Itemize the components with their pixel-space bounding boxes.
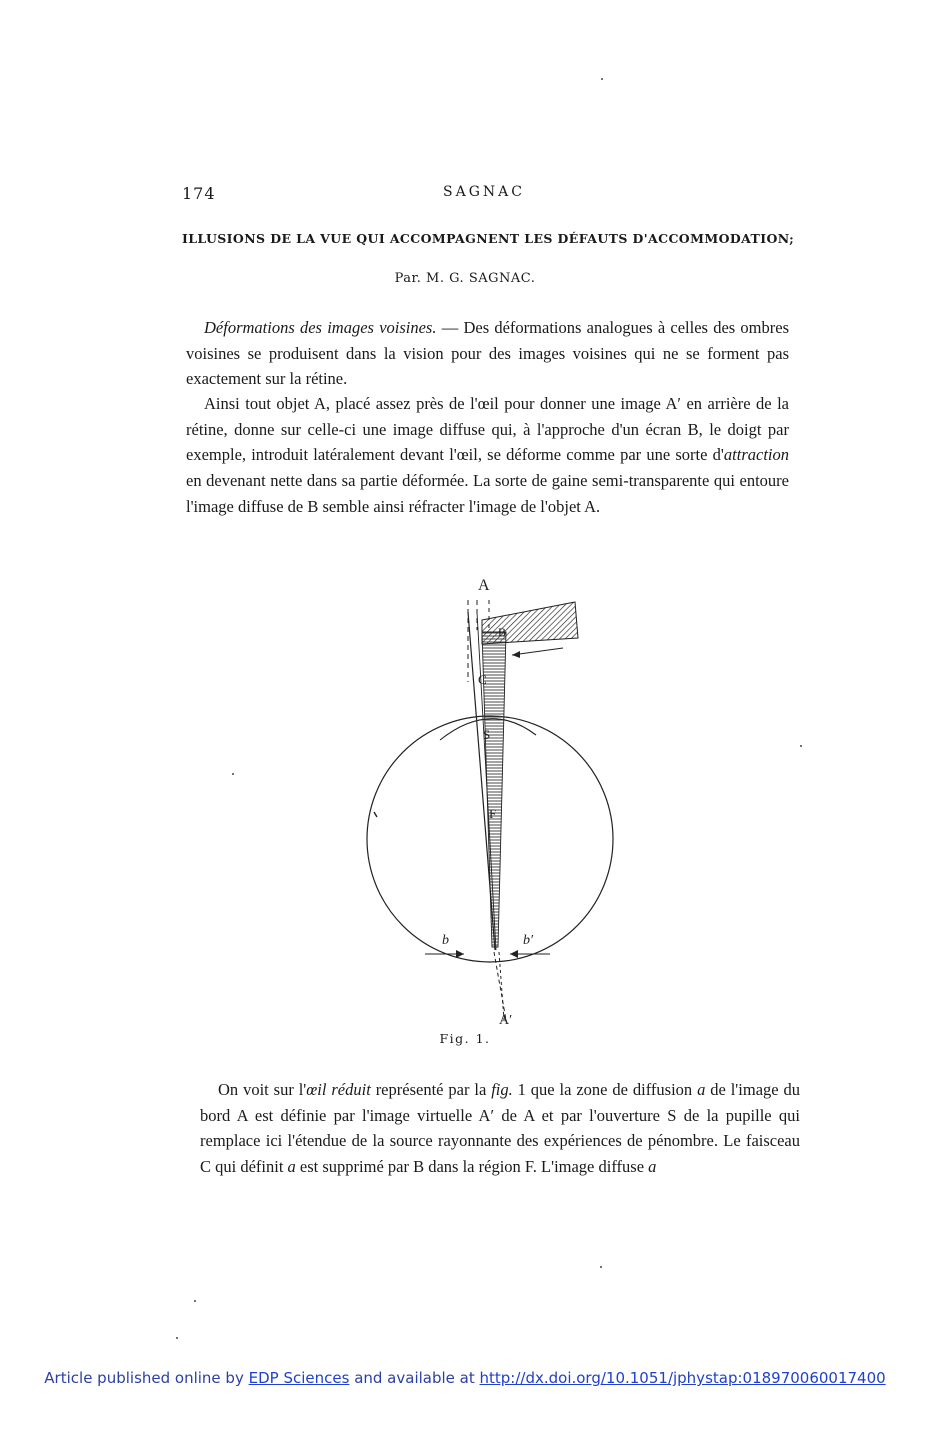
publication-footer [0,1369,930,1387]
paragraph-3-text-b: représenté par la [370,1080,492,1099]
doi-link[interactable]: http://dx.doi.org/10.1051/jphystap:018970060017400 [479,1369,886,1387]
arrow-left-head [456,950,464,958]
symbol-a-italic-2: a [287,1157,296,1177]
paragraph-3-text-d: de l'image du bord A est définie par l'image virtuelle A′ de A et par l'ouverture S de la pupille qui remplace ici l'étendue de la source rayonnante des expériences de pénombre. Le faisceau C qui définit [200,1080,800,1177]
scan-speck [800,745,802,747]
paragraph-2 [186,391,789,520]
label-a-prime: A′ [499,1013,513,1028]
attraction-italic: attraction [723,445,789,465]
scan-speck [176,1337,178,1339]
article-byline: Par. M. G. SAGNAC. [394,271,536,286]
footer-text-a: Article published online by [44,1369,249,1387]
label-f: F [489,806,497,821]
symbol-a-italic: a [697,1080,706,1099]
figure-eye-diagram [360,572,630,1032]
article-title: ILLUSIONS DE LA VUE QUI ACCOMPAGNENT LES DÉFAUTS D'ACCOMMODATION; [182,231,795,246]
paragraph-1 [186,315,789,392]
label-c: C [478,672,487,687]
footer-text-b: and available at [349,1369,480,1387]
paragraph-3-text-c: 1 que la zone de diffusion [512,1080,698,1099]
label-b: B [498,625,507,639]
running-head-author: SAGNAC [443,184,525,200]
scan-speck [194,1300,196,1302]
paragraph-3 [200,1077,800,1180]
paragraph-1-text: — Des déformations analogues à celles des ombres voisines se produisent dans la vision pour des images voisines qui ne se forment pas exactement sur la rétine. [186,318,789,389]
paragraph-2-text-a: Ainsi tout objet A, placé assez près de l'œil pour donner une image A′ en arrière de la rétine, donne sur celle-ci une image diffuse qui, à l'approche d'un écran B, le doigt par exemple, introduit latéralement devant l'œil, se déforme comme par une sorte d' [186,394,789,465]
dashed-to-a-prime [494,952,506,1020]
page-number: 174 [182,184,216,203]
figure-caption: Fig. 1. [439,1031,491,1046]
label-s: S [483,727,491,742]
oeil-reduit-italic: œil réduit [306,1080,371,1099]
scan-speck [600,1266,602,1268]
scan-speck [232,773,234,775]
label-b-lower: b [442,933,449,948]
scan-speck [601,78,603,80]
arrow-b-head [512,651,520,658]
circle-tick [374,812,377,817]
edp-sciences-link[interactable]: EDP Sciences [248,1369,350,1387]
paragraph-3-text-e: est supprimé par B dans la région F. L'image diffuse [295,1157,649,1177]
label-a: A [478,577,490,594]
paragraph-2-text-b: en devenant nette dans sa partie déformée. La sorte de gaine semi-transparente qui entoure l'image diffuse de B semble ainsi réfracter l'image de l'objet A. [186,471,789,516]
paragraph-3-text-a: On voit sur l' [218,1080,307,1099]
fig-italic: fig. [491,1080,513,1099]
label-b-prime: b′ [523,933,534,948]
symbol-a-italic-3: a [648,1157,657,1177]
arrow-right-head [510,950,518,958]
section-heading-italic: Déformations des images voisines. [204,318,437,337]
